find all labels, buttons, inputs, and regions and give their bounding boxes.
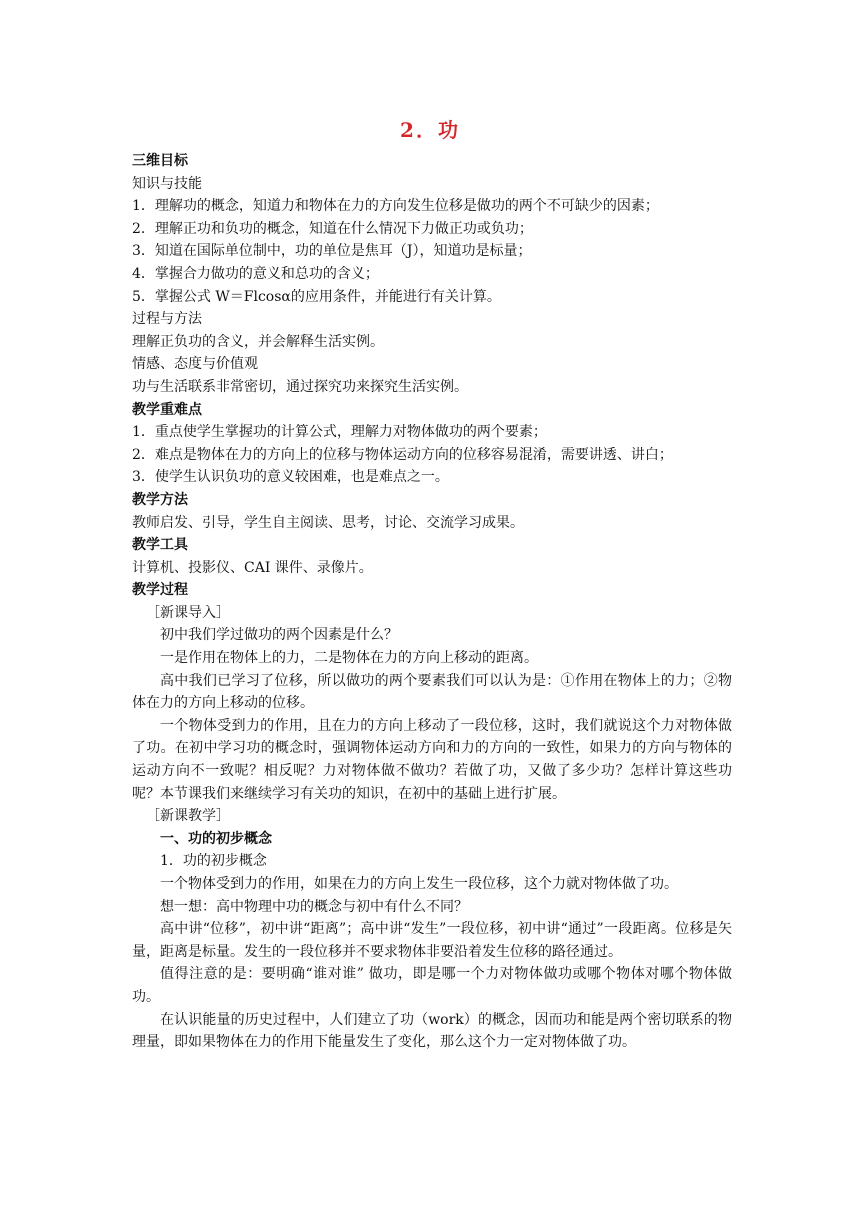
paragraph: ［新课导入］ bbox=[146, 604, 230, 621]
paragraph: 在认识能量的历史过程中，人们建立了功（work）的概念，因而功和能是两个密切联系的物理量，即如果物体在力的作用下能量发生了变化，那么这个力一定对物体做了功。 bbox=[132, 1011, 732, 1051]
paragraph: 2．理解正功和负功的概念，知道在什么情况下力做正功或负功； bbox=[132, 220, 533, 237]
paragraph: 3．使学生认识负功的意义较困难，也是难点之一。 bbox=[132, 469, 449, 486]
paragraph: 一个物体受到力的作用，如果在力的方向上发生一段位移，这个力就对物体做了功。 bbox=[160, 876, 678, 892]
paragraph: 1．重点使学生掌握功的计算公式，理解力对物体做功的两个要素； bbox=[132, 424, 547, 441]
paragraph: ［新课教学］ bbox=[146, 808, 230, 825]
section-heading: 教学方法 bbox=[132, 491, 188, 508]
paragraph: 知识与技能 bbox=[132, 175, 202, 192]
paragraph: 情感、态度与价值观 bbox=[132, 356, 258, 373]
section-heading: 教学过程 bbox=[132, 582, 188, 599]
paragraph: 3．知道在国际单位制中，功的单位是焦耳（J），知道功是标量； bbox=[132, 243, 532, 260]
paragraph: 4．掌握合力做功的意义和总功的含义； bbox=[132, 265, 379, 282]
paragraph: 高中讲“位移”，初中讲“距离”；高中讲“发生”一段位移，初中讲“通过”一段距离。位移是矢量，距离是标量。发生的一段位移并不要求物体非要沿着发生位移的路径通过。 bbox=[132, 921, 732, 960]
paragraph: 1．理解功的概念，知道力和物体在力的方向发生位移是做功的两个不可缺少的因素； bbox=[132, 198, 659, 215]
document-title: 2．功 bbox=[400, 118, 460, 142]
paragraph: 想一想：高中物理中功的概念与初中有什么不同？ bbox=[160, 898, 468, 915]
section-heading: 教学工具 bbox=[132, 537, 188, 554]
paragraph: 5．掌握公式 W＝Flcosα的应用条件，并能进行有关计算。 bbox=[132, 288, 501, 305]
paragraph: 功与生活联系非常密切，通过探究功来探究生活实例。 bbox=[132, 378, 468, 395]
paragraph: 计算机、投影仪、CAI 课件、录像片。 bbox=[132, 559, 373, 576]
paragraph: 理解正负功的含义，并会解释生活实例。 bbox=[132, 333, 384, 350]
paragraph: 初中我们学过做功的两个因素是什么？ bbox=[160, 627, 398, 644]
paragraph: 过程与方法 bbox=[132, 311, 202, 328]
paragraph: 2．难点是物体在力的方向上的位移与物体运动方向的位移容易混淆，需要讲透、讲白； bbox=[132, 446, 673, 463]
section-heading: 三维目标 bbox=[132, 153, 188, 169]
paragraph: 一是作用在物体上的力，二是物体在力的方向上移动的距离。 bbox=[160, 650, 538, 667]
paragraph: 1．功的初步概念 bbox=[160, 853, 267, 870]
paragraph: 值得注意的是：要明确“谁对谁” 做功，即是哪一个力对物体做功或哪个物体对哪个物体做功。 bbox=[132, 966, 732, 1005]
document-body bbox=[132, 150, 732, 1054]
paragraph: 一个物体受到力的作用，且在力的方向上移动了一段位移，这时，我们就说这个力对物体做了功。在初中学习功的概念时，强调物体运动方向和力的方向的一致性，如果力的方向与物体的运动方向不一致呢？相反呢？力对物体做不做功？若做了功，又做了多少功？怎样计算这些功呢？本节课我们来继续学习有关功的知识，在初中的基础上进行扩展。 bbox=[132, 717, 732, 802]
section-heading: 一、功的初步概念 bbox=[160, 830, 272, 847]
paragraph: 高中我们已学习了位移，所以做功的两个要素我们可以认为是：①作用在物体上的力；②物体在力的方向上移动的位移。 bbox=[132, 672, 732, 712]
section-heading: 教学重难点 bbox=[132, 401, 202, 418]
paragraph: 教师启发、引导，学生自主阅读、思考，讨论、交流学习成果。 bbox=[132, 514, 524, 531]
